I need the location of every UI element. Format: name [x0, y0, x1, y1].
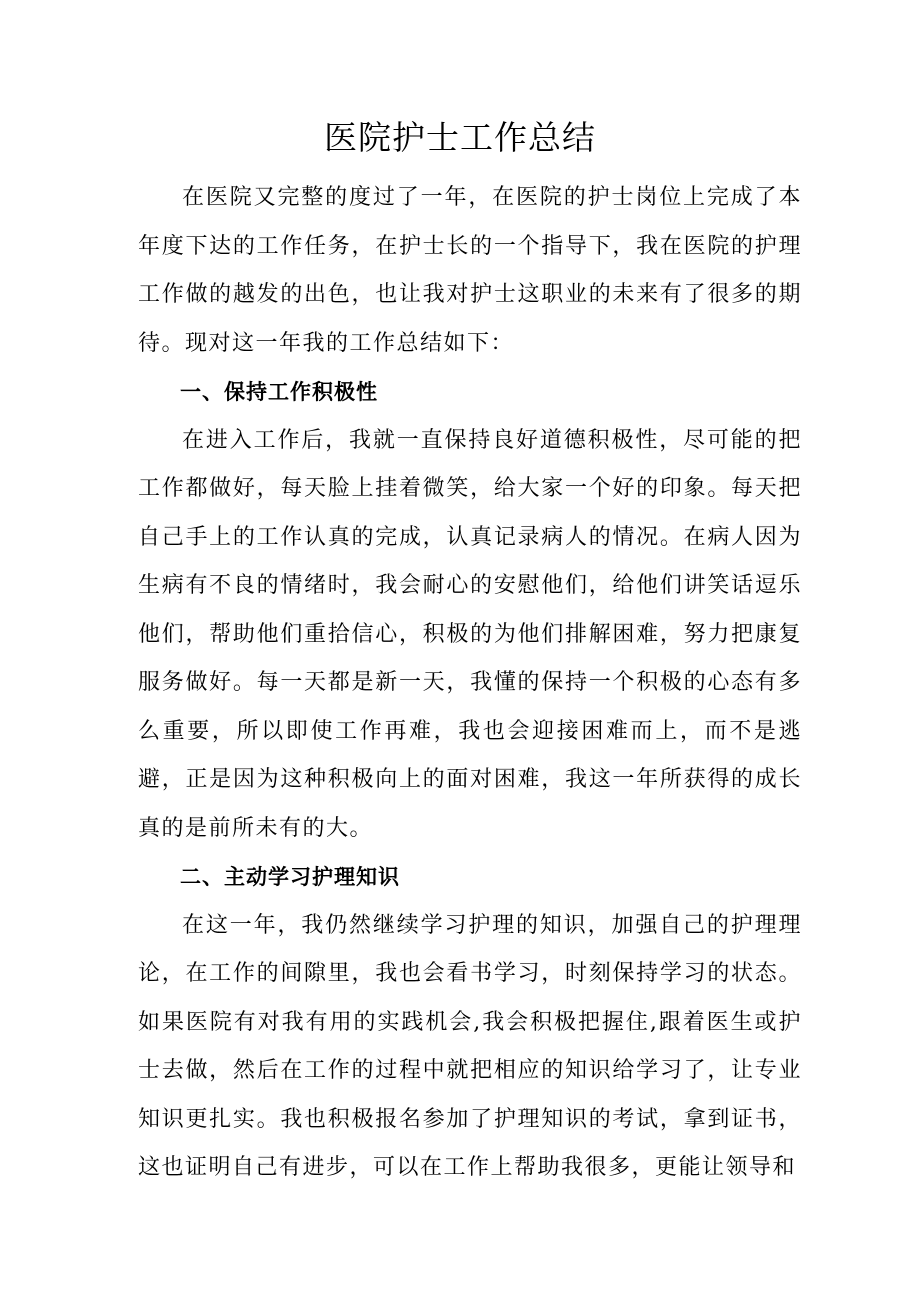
section-body-1: 在进入工作后，我就一直保持良好道德积极性，尽可能的把工作都做好，每天脸上挂着微笑，给大家一个好的印象。每天把自己手上的工作认真的完成，认真记录病人的情况。在病人因为生病有不良的情绪时，我会耐心的安慰他们，给他们讲笑话逗乐他们，帮助他们重拾信心，积极的为他们排解困难，努力把康复服务做好。每一天都是新一天，我懂的保持一个积极的心态有多么重要，所以即使工作再难，我也会迎接困难而上，而不是逃避，正是因为这种积极向上的面对困难，我这一年所获得的成长真的是前所未有的大。 [138, 427, 802, 841]
intro-paragraph: 在医院又完整的度过了一年，在医院的护士岗位上完成了本年度下达的工作任务，在护士长的一个指导下，我在医院的护理工作做的越发的出色，也让我对护士这职业的未来有了很多的期待。现对这一年我的工作总结如下： [138, 185, 802, 356]
document-body [138, 174, 802, 1193]
section-body-2: 在这一年，我仍然继续学习护理的知识，加强自己的护理理论，在工作的间隙里，我也会看书学习，时刻保持学习的状态。如果医院有对我有用的实践机会,我会积极把握住,跟着医生或护士去做，然后在工作的过程中就把相应的知识给学习了，让专业知识更扎实。我也积极报名参加了护理知识的考试，拿到证书，这也证明自己有进步，可以在工作上帮助我很多，更能让领导和 [138, 912, 802, 1180]
section-heading-1: 一、保持工作积极性 [180, 380, 378, 404]
document-title: 医院护士工作总结 [324, 118, 596, 157]
section-heading-2: 二、主动学习护理知识 [180, 865, 400, 889]
